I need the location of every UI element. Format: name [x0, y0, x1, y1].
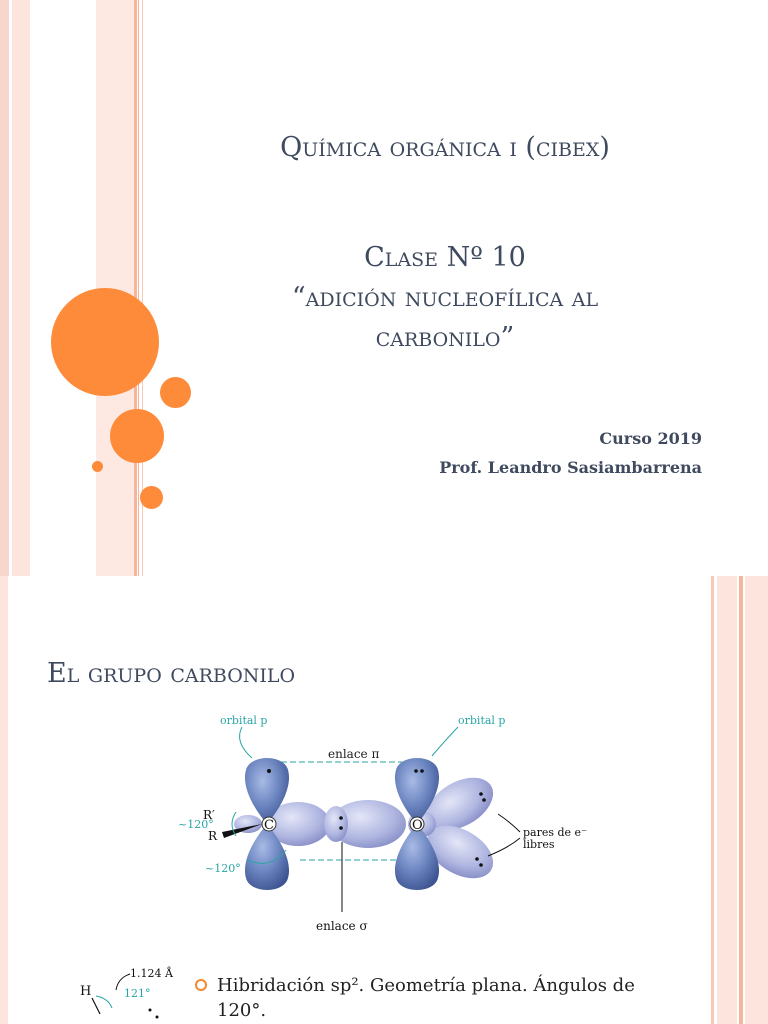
lone-pairs-label: pares de e⁻ [523, 826, 587, 839]
right-stripe [745, 576, 768, 1024]
electron-dot [339, 826, 343, 830]
presentation-subtitle [150, 238, 740, 358]
subtitle-line: carbonilo” [375, 322, 515, 353]
angle-arc [96, 996, 112, 1008]
r-label: R [208, 829, 218, 843]
electron-dot [482, 798, 486, 802]
subtitle-line: “adición nucleofílica al [291, 282, 599, 313]
r-prime-label: R′ [203, 808, 215, 822]
electron-dot [149, 1009, 152, 1012]
sigma-lobe [324, 806, 348, 842]
slide-title: El grupo carbonilo [47, 658, 296, 689]
right-stripe [717, 576, 737, 1024]
angle-label: ~120° [205, 862, 241, 875]
professor-name: Prof. Leandro Sasiambarrena [439, 458, 702, 477]
left-border [0, 576, 8, 1024]
course-info [439, 424, 702, 482]
decor-circle-medium [110, 409, 164, 463]
angle-label: 121° [124, 987, 151, 1000]
right-stripe [711, 576, 714, 1024]
label-arrow [432, 727, 458, 756]
left-stripe [134, 0, 137, 576]
bond-length-label: 1.124 Å [130, 967, 173, 980]
course-year: Curso 2019 [599, 429, 702, 448]
left-stripe [0, 0, 9, 576]
pi-bond-label: enlace π [328, 747, 380, 761]
decor-circle-tiny [92, 461, 103, 472]
presentation-title: Química orgánica i (cibex) [280, 132, 610, 163]
decor-circle-small [140, 486, 163, 509]
electron-dot [339, 816, 343, 820]
bullet-icon [195, 979, 207, 991]
electron-dot [156, 1016, 159, 1019]
lone-pairs-label: libres [523, 838, 555, 851]
c-h-bond [92, 998, 100, 1014]
bullet-text: Hibridación sp². Geometría plana. Ángulos de 120°. [217, 975, 635, 1021]
electron-dot [267, 769, 271, 773]
decor-circle-small [160, 377, 191, 408]
electron-dot [479, 792, 483, 796]
carbonyl-orbital-diagram [170, 714, 610, 954]
angle-label: ~120° [178, 818, 214, 831]
oxygen-label: O [412, 818, 423, 833]
electron-dot [414, 769, 418, 773]
formaldehyde-structure [0, 964, 180, 1024]
right-stripe [739, 576, 743, 1024]
hydrogen-label: H [80, 984, 92, 999]
sigma-bond-label: enlace σ [316, 919, 368, 933]
bullet-item [195, 973, 685, 1023]
label-arrow [488, 838, 520, 856]
orbital-p-label: orbital p [458, 714, 506, 727]
electron-dot [479, 863, 483, 867]
left-stripe [12, 0, 30, 576]
carbon-label: C [264, 818, 274, 833]
label-arrow [498, 814, 520, 832]
orbital-p-label: orbital p [220, 714, 268, 727]
label-arrow [240, 727, 252, 758]
electron-dot [475, 857, 479, 861]
left-stripe [138, 0, 139, 576]
class-number: Clase Nº 10 [364, 242, 526, 273]
content-slide [0, 576, 768, 1024]
decor-circle-large [51, 288, 159, 396]
electron-dot [420, 769, 424, 773]
